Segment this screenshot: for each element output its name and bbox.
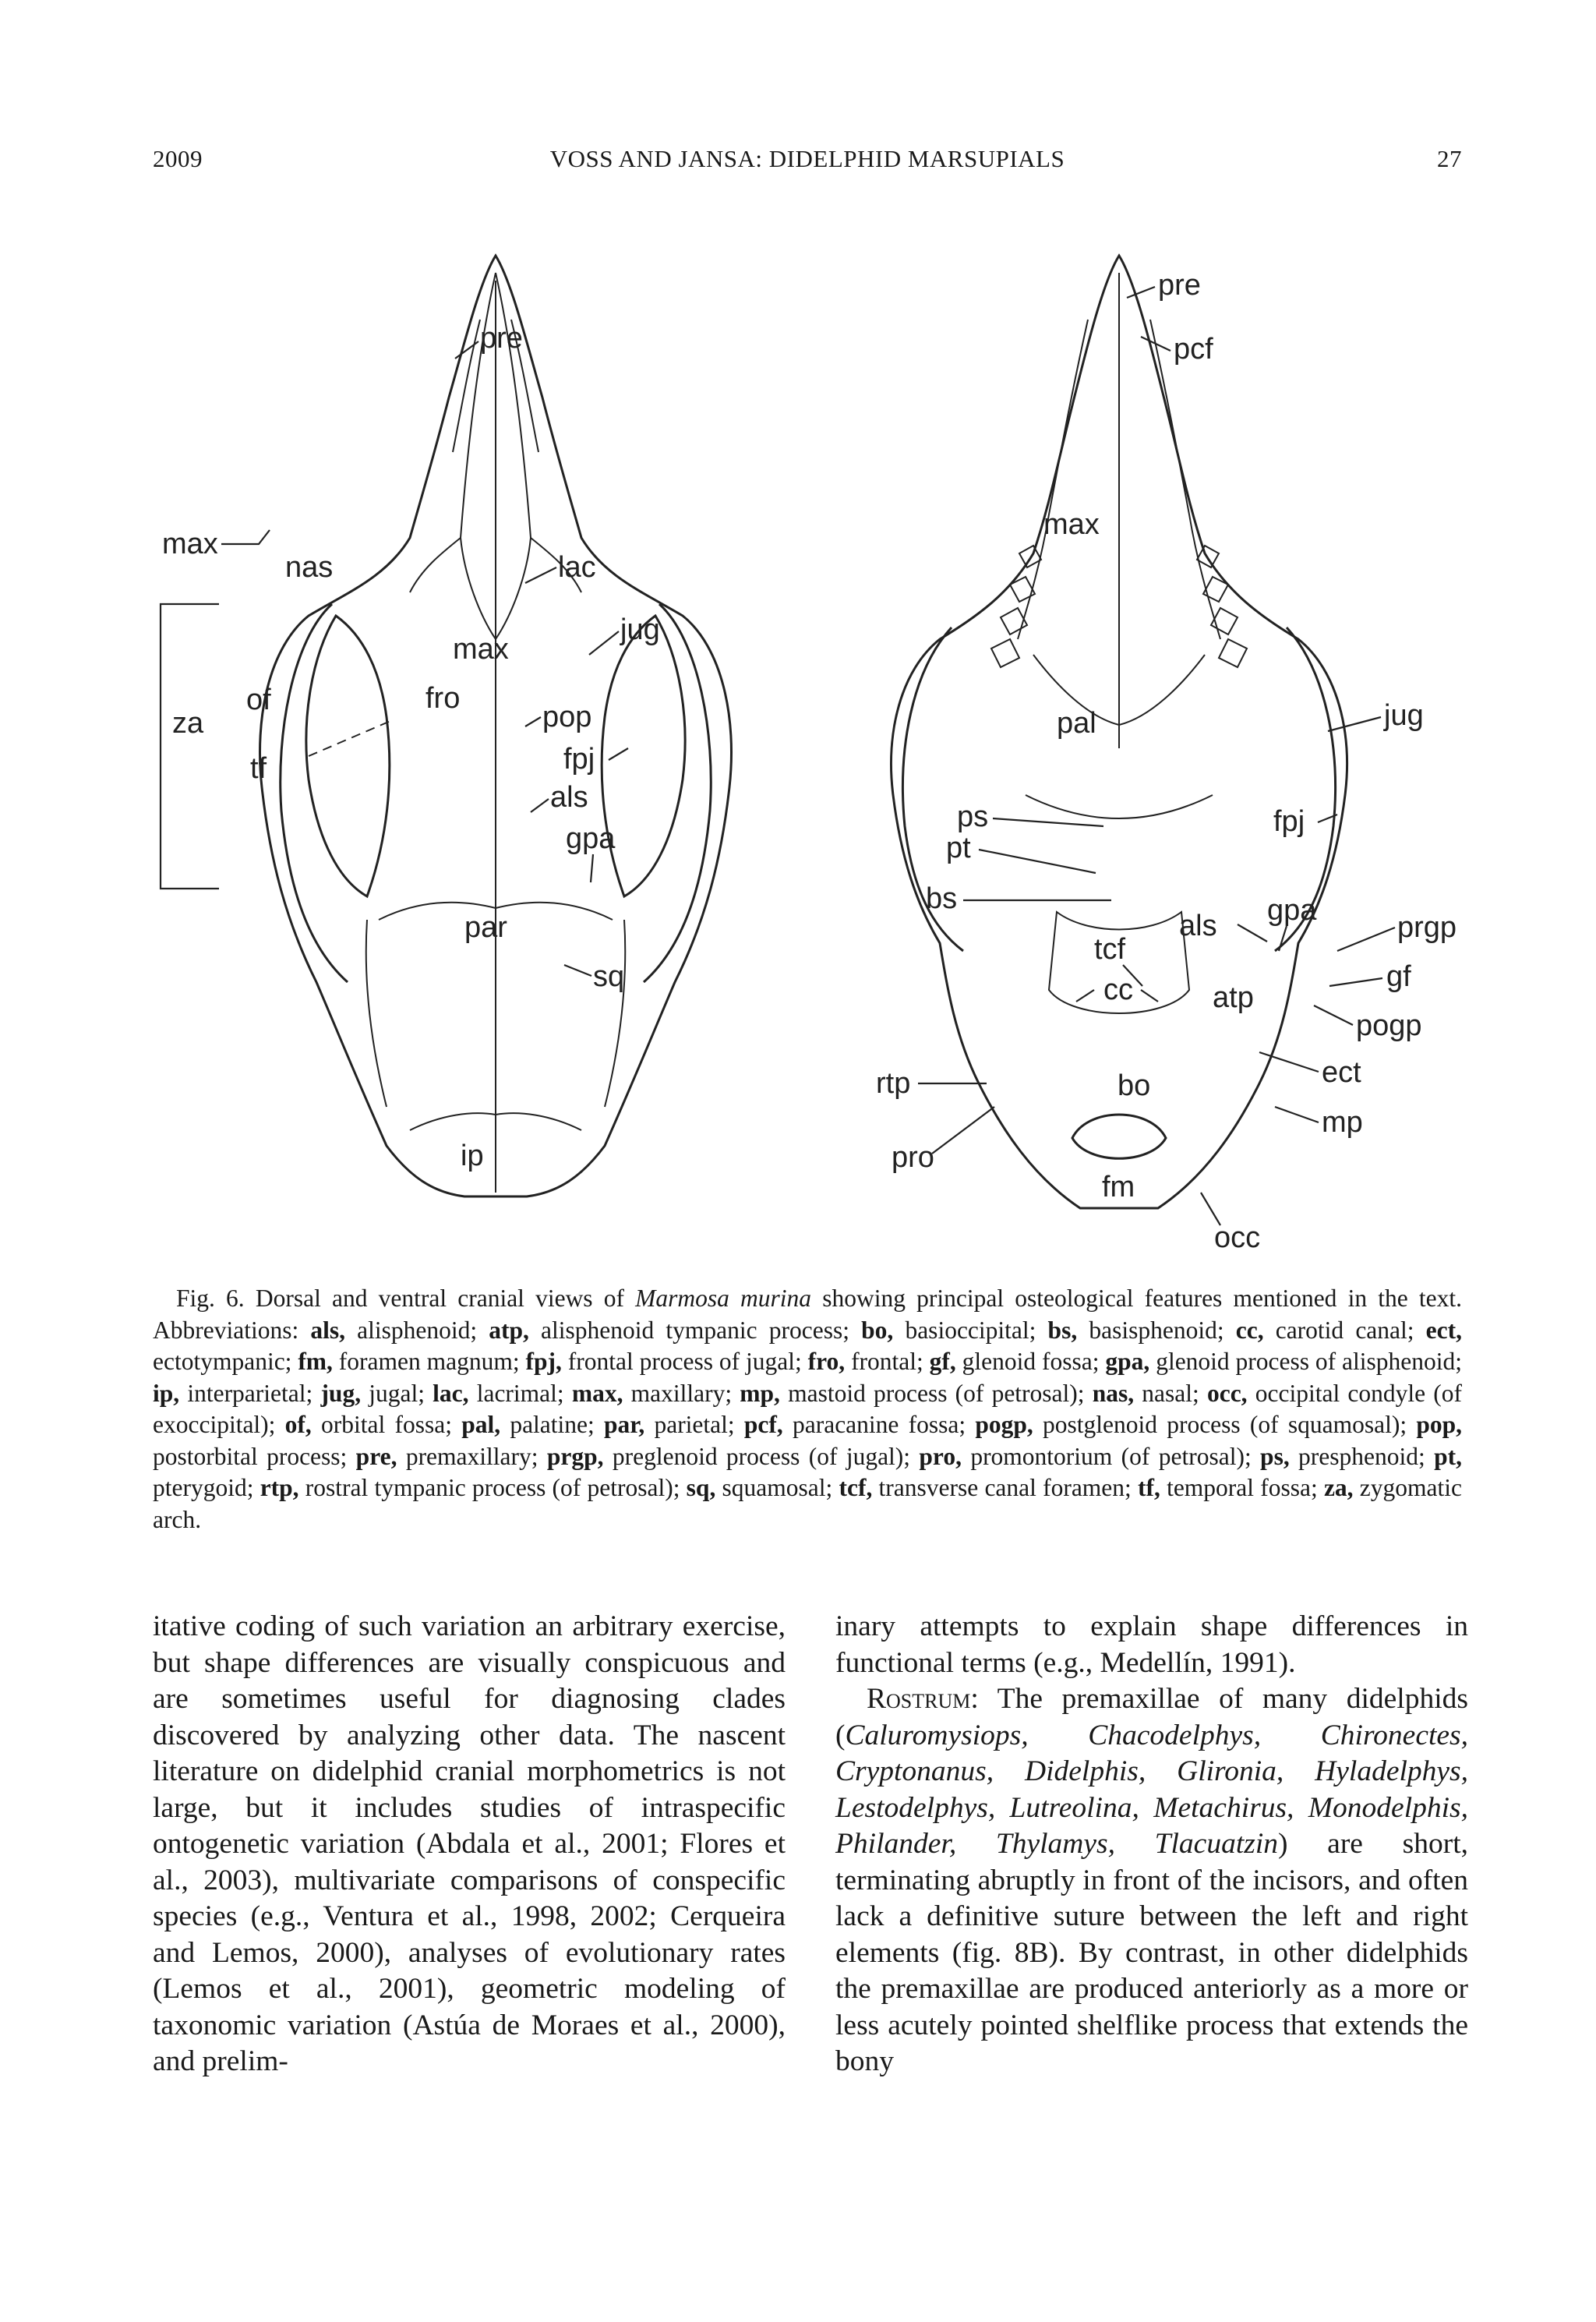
body-column-left [153,1609,786,2080]
skull-drawing [153,249,1478,1263]
abbreviation-definition: interparietal; [179,1379,321,1407]
abbreviation-definition: parietal; [644,1411,744,1438]
abbreviation-term: prgp, [546,1442,604,1470]
abbreviation-definition: squamosal; [715,1474,839,1501]
rostrum-genera: Caluromysiops, Chacodelphys, Chironectes, Cryptonanus, Didelphis, Glironia, Hyladelphys, Lestodelphys, Lutreolina, Metachirus, Monodelphis, Philander, Thylamys, Tlacuatzin [835,1719,1468,1860]
label-cc: cc [1103,974,1133,1006]
label-fpj: fpj [563,743,595,776]
label-pt: pt [946,832,971,864]
label-tcf: tcf [1094,933,1126,966]
abbreviation-term: of, [284,1411,312,1438]
label-als: als [550,781,588,814]
abbreviation-term: tcf, [839,1474,873,1501]
label-ip: ip [461,1140,484,1172]
abbreviation-definition: glenoid fossa; [955,1348,1106,1375]
abbreviation-definition: palatine; [500,1411,604,1438]
abbreviation-term: pro, [919,1442,962,1470]
abbreviation-definition: alisphenoid tympanic process; [528,1316,862,1344]
caption-intro-1: Dorsal and ventral cranial views of [244,1285,636,1312]
abbreviation-definition: occipital condyle (of exoccipital); [153,1379,1462,1438]
abbreviation-term: pt, [1434,1442,1463,1470]
label-nas: nas [285,551,334,584]
abbreviation-term: cc, [1235,1316,1264,1344]
abbreviation-term: ect, [1425,1316,1462,1344]
label-gf: gf [1386,960,1411,993]
abbreviation-term: max, [571,1379,623,1407]
ventral-skull [876,256,1457,1254]
rostrum-text-a: The premaxillae of many didelphids ( [835,1683,1468,1751]
label-max-right: max [453,633,509,666]
label-fpj-ventral: fpj [1273,805,1305,838]
label-za: za [172,707,204,740]
rostrum-text-b: ) are short, terminating abruptly in front of the incisors, and often lack a definitive suture between the left and right elements (fig. 8B). By contrast, in other didelphids the premaxillae are produced anteriorly as a more or less acutely pointed shelflike process that extends the bony [835,1828,1468,2077]
abbreviation-term: nas, [1092,1379,1135,1407]
body-paragraph: itative coding of such variation an arbitrary exercise, but shape differences are visually conspicuous and are sometimes useful for diagnosing clades discovered by analyzing other data. The nascent literature on didelphid cranial morphometrics is not large, but it includes studies of intraspecific ontogenetic variation (Abdala et al., 2001; Flores et al., 2003), multivariate comparisons of conspecific species (e.g., Ventura et al., 1998, 2002; Cerqueira and Lemos, 2000), analyses of evolutionary rates (Lemos et al., 2001), geometric modeling of taxonomic variation (Astúa de Moraes et al., 2000), and prelim- [153,1610,786,2077]
label-pogp: pogp [1356,1009,1422,1042]
label-max: max [162,528,218,560]
abbreviation-definition: paracanine fossa; [782,1411,976,1438]
abbreviation-definition: zygomatic arch. [153,1474,1462,1533]
abbreviation-term: rtp, [260,1474,299,1501]
abbreviation-term: bs, [1047,1316,1078,1344]
abbreviation-definition: promontorium (of petrosal); [961,1442,1261,1470]
abbreviation-term: pre, [355,1442,397,1470]
label-jug: jug [620,613,660,646]
label-max-ventral: max [1043,508,1100,541]
body-column-right [835,1609,1468,2080]
abbreviation-term: tf, [1138,1474,1160,1501]
abbreviation-definition: transverse canal foramen; [872,1474,1138,1501]
abbreviation-definition: nasal; [1134,1379,1207,1407]
abbreviation-term: pcf, [743,1411,783,1438]
abbreviation-term: lac, [433,1379,469,1407]
caption-fig-label: Fig. 6. [176,1285,245,1312]
abbreviation-definition: glenoid process of alisphenoid; [1149,1348,1462,1375]
header-title: VOSS AND JANSA: DIDELPHID MARSUPIALS [549,145,1065,172]
abbreviation-definition: premaxillary; [397,1442,547,1470]
page-number: 27 [1437,145,1462,172]
abbreviation-definition: jugal; [361,1379,433,1407]
label-pcf: pcf [1174,333,1213,366]
figure-6 [153,249,1478,1263]
label-sq: sq [593,960,625,993]
abbreviation-term: sq, [686,1474,716,1501]
rostrum-paragraph [835,1681,1468,2080]
abbreviation-definition: presphenoid; [1289,1442,1435,1470]
label-fro: fro [425,682,461,715]
abbreviation-definition: mastoid process (of petrosal); [779,1379,1093,1407]
label-pop: pop [542,701,592,733]
abbreviation-term: fm, [298,1348,333,1375]
abbreviation-definition: basioccipital; [893,1316,1048,1344]
abbreviation-term: ps, [1260,1442,1290,1470]
abbreviation-term: occ, [1206,1379,1248,1407]
abbreviation-definition: alisphenoid; [345,1316,489,1344]
label-pro: pro [892,1141,934,1174]
abbreviation-definition: preglenoid process (of jugal); [603,1442,920,1470]
abbreviation-definition: carotid canal; [1263,1316,1426,1344]
abbreviation-term: pogp, [975,1411,1033,1438]
abbreviation-definition: temporal fossa; [1160,1474,1324,1501]
abbreviation-term: pal, [461,1411,501,1438]
abbreviation-term: za, [1323,1474,1354,1501]
abbreviation-term: fpj, [525,1348,562,1375]
label-gpa: gpa [566,822,616,855]
label-ect: ect [1322,1056,1361,1089]
caption-species: Marmosa murina [635,1285,812,1312]
dorsal-skull [161,256,732,1196]
abbreviation-definition: lacrimal; [468,1379,572,1407]
label-pre-ventral: pre [1158,269,1201,302]
label-prgp: prgp [1397,911,1457,944]
label-par: par [464,911,507,944]
label-lac: lac [558,551,596,584]
abbreviation-term: jug, [320,1379,362,1407]
abbreviation-definition: pterygoid; [153,1474,260,1501]
abbreviation-term: ip, [153,1379,180,1407]
label-bo: bo [1118,1069,1151,1102]
label-bs: bs [926,882,958,915]
body-paragraph-continued: inary attempts to explain shape differences in functional terms (e.g., Medellín, 1991). [835,1610,1468,1679]
abbreviation-definition: maxillary; [623,1379,740,1407]
label-jug-ventral: jug [1384,699,1424,732]
label-tf: tf [250,752,267,785]
label-mp: mp [1322,1106,1363,1139]
abbreviation-term: bo, [861,1316,894,1344]
caption-intro-2: showing principal osteological features mentioned in the text. Abbreviations: [153,1285,1462,1344]
abbreviation-term: gf, [929,1348,956,1375]
label-als-ventral: als [1179,910,1217,942]
label-rtp: rtp [876,1067,911,1100]
abbreviation-definition: ectotympanic; [153,1348,298,1375]
abbreviation-definition: basisphenoid; [1077,1316,1236,1344]
abbreviation-term: pop, [1416,1411,1462,1438]
section-head-rostrum: Rostrum: [867,1683,979,1715]
abbreviation-definition: postglenoid process (of squamosal); [1033,1411,1417,1438]
abbreviation-term: fro, [807,1348,846,1375]
abbreviation-term: als, [310,1316,345,1344]
running-head [153,145,1462,176]
abbreviation-definition: frontal; [845,1348,930,1375]
label-occ: occ [1214,1221,1261,1254]
label-pre: pre [480,322,523,355]
abbreviation-definition: orbital fossa; [311,1411,462,1438]
label-ps: ps [957,801,989,833]
abbreviation-definition: foramen magnum; [332,1348,526,1375]
abbreviation-definition: rostral tympanic process (of petrosal); [298,1474,687,1501]
label-fm: fm [1102,1171,1135,1203]
abbreviation-term: gpa, [1105,1348,1150,1375]
abbreviation-term: atp, [489,1316,529,1344]
label-of: of [246,684,271,716]
abbreviation-definition: frontal process of jugal; [561,1348,808,1375]
abbreviation-term: par, [604,1411,645,1438]
figure-caption [153,1283,1462,1536]
abbreviation-definition: postorbital process; [153,1442,356,1470]
header-year: 2009 [153,145,203,172]
label-pal: pal [1057,707,1096,740]
label-atp: atp [1213,981,1254,1014]
abbreviation-list [153,1317,1462,1533]
abbreviation-term: mp, [740,1379,780,1407]
label-gpa-ventral: gpa [1267,894,1317,927]
